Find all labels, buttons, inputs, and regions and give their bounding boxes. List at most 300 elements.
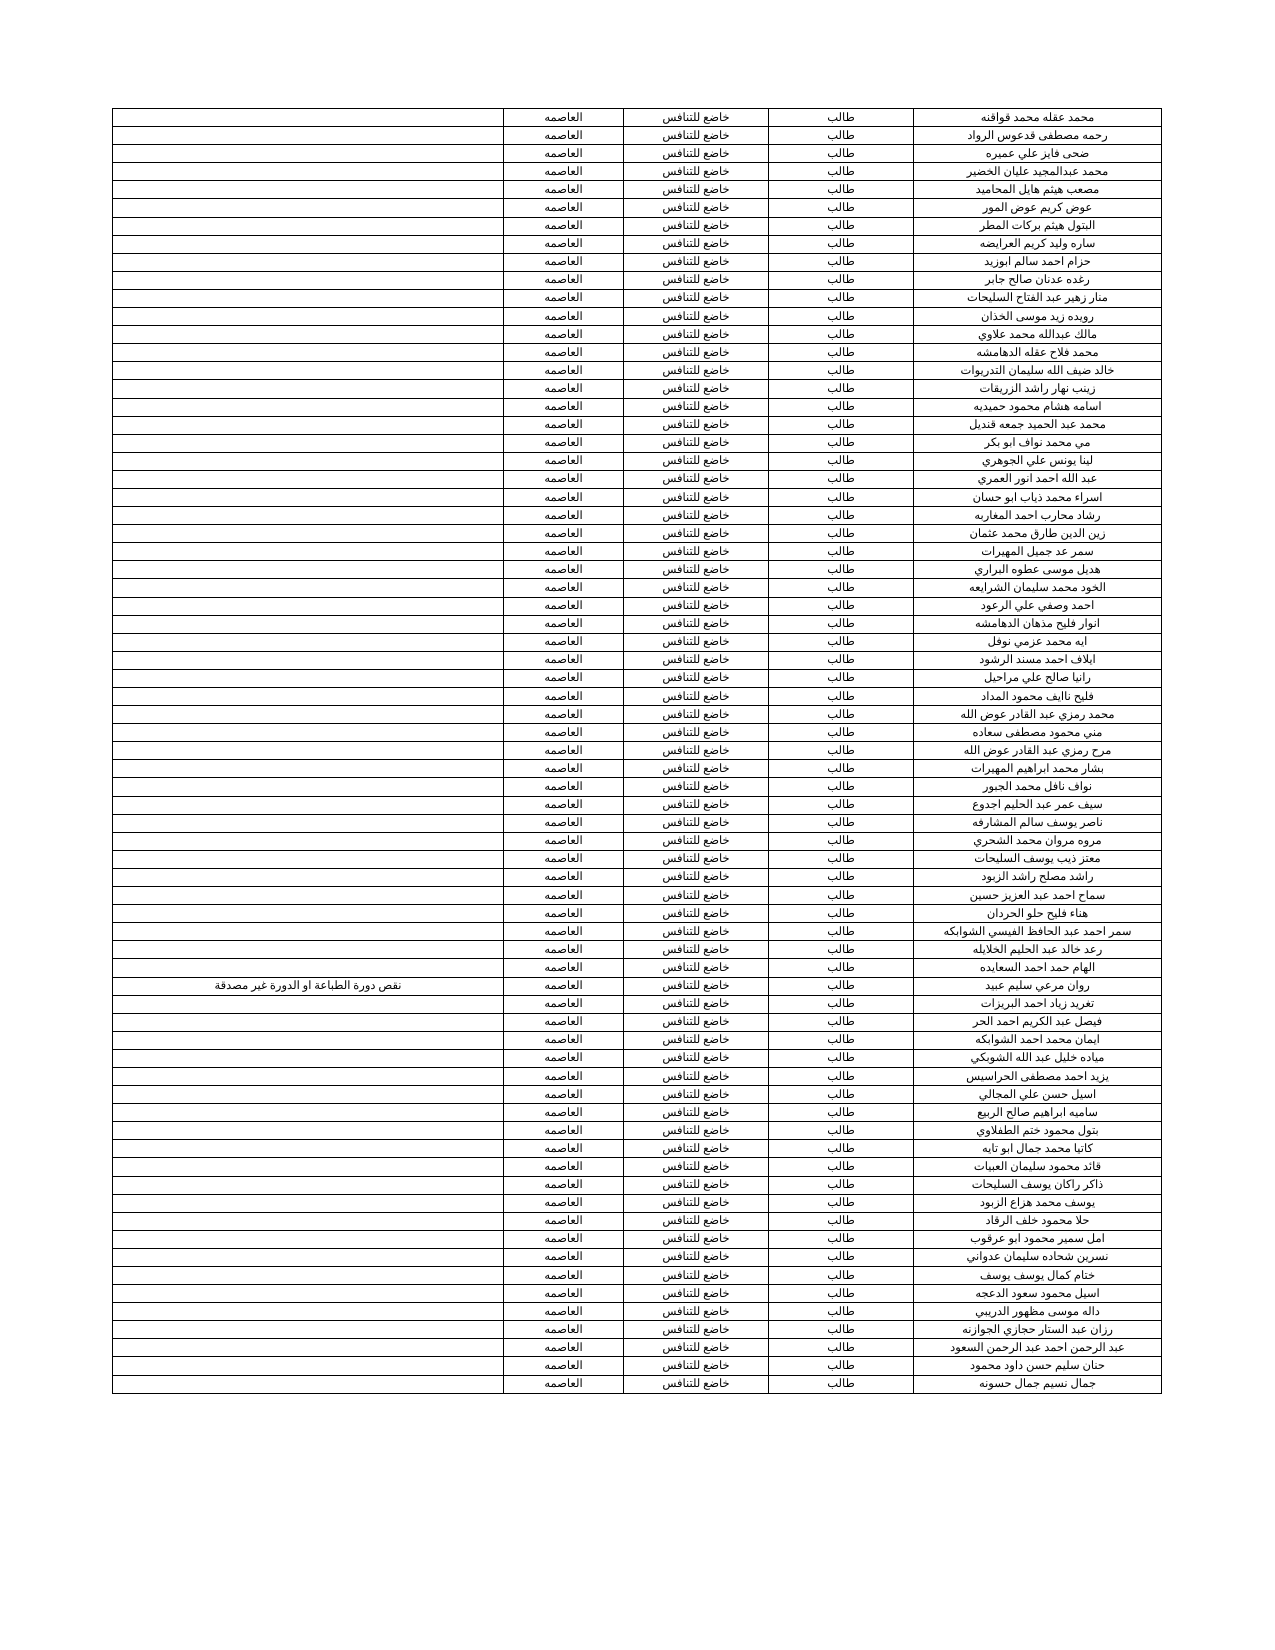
cell-name: احمد وصفي علي الرعود [914, 597, 1162, 615]
cell-status: طالب [769, 706, 914, 724]
table-row [113, 796, 1162, 814]
cell-governorate: العاصمه [504, 1104, 624, 1122]
cell-name: نسرين شحاده سليمان عدواني [914, 1248, 1162, 1266]
cell-governorate: العاصمه [504, 1194, 624, 1212]
cell-governorate: العاصمه [504, 1049, 624, 1067]
cell-status: طالب [769, 941, 914, 959]
cell-governorate: العاصمه [504, 887, 624, 905]
cell-name: محمد عقله محمد قواقنه [914, 109, 1162, 127]
cell-competition: خاضع للتنافس [624, 289, 769, 307]
cell-competition: خاضع للتنافس [624, 1140, 769, 1158]
cell-governorate: العاصمه [504, 706, 624, 724]
cell-notes [113, 452, 504, 470]
cell-notes [113, 253, 504, 271]
cell-status: طالب [769, 1122, 914, 1140]
cell-notes [113, 669, 504, 687]
table-row [113, 1267, 1162, 1285]
table-row [113, 887, 1162, 905]
cell-status: طالب [769, 362, 914, 380]
table-row [113, 1013, 1162, 1031]
cell-governorate: العاصمه [504, 488, 624, 506]
cell-name: جمال نسيم جمال حسونه [914, 1375, 1162, 1393]
cell-competition: خاضع للتنافس [624, 452, 769, 470]
table-row [113, 181, 1162, 199]
cell-name: حنان سليم حسن داود محمود [914, 1357, 1162, 1375]
cell-competition: خاضع للتنافس [624, 941, 769, 959]
cell-status: طالب [769, 1140, 914, 1158]
cell-name: عبد الرحمن احمد عبد الرحمن السعود [914, 1339, 1162, 1357]
table-row [113, 1285, 1162, 1303]
cell-governorate: العاصمه [504, 543, 624, 561]
cell-name: نواف نافل محمد الجبور [914, 778, 1162, 796]
cell-name: رعد خالد عبد الحليم الخلايله [914, 941, 1162, 959]
cell-competition: خاضع للتنافس [624, 362, 769, 380]
cell-notes [113, 488, 504, 506]
cell-governorate: العاصمه [504, 253, 624, 271]
cell-competition: خاضع للتنافس [624, 1375, 769, 1393]
cell-governorate: العاصمه [504, 235, 624, 253]
cell-governorate: العاصمه [504, 1122, 624, 1140]
table-row [113, 977, 1162, 995]
cell-status: طالب [769, 1230, 914, 1248]
cell-competition: خاضع للتنافس [624, 507, 769, 525]
cell-notes [113, 398, 504, 416]
cell-name: رويده زيد موسى الخذان [914, 308, 1162, 326]
cell-notes [113, 742, 504, 760]
cell-governorate: العاصمه [504, 923, 624, 941]
cell-name: رانيا صالح علي مراحيل [914, 669, 1162, 687]
table-row [113, 452, 1162, 470]
cell-name: رغده عدنان صالح جابر [914, 271, 1162, 289]
cell-competition: خاضع للتنافس [624, 163, 769, 181]
cell-notes [113, 525, 504, 543]
cell-status: طالب [769, 235, 914, 253]
cell-competition: خاضع للتنافس [624, 669, 769, 687]
table-row [113, 1321, 1162, 1339]
table-row [113, 923, 1162, 941]
cell-competition: خاضع للتنافس [624, 217, 769, 235]
cell-status: طالب [769, 1176, 914, 1194]
cell-name: اسيل حسن علي المجالي [914, 1086, 1162, 1104]
cell-notes [113, 145, 504, 163]
cell-competition: خاضع للتنافس [624, 344, 769, 362]
cell-governorate: العاصمه [504, 832, 624, 850]
cell-name: عبد الله احمد انور العمري [914, 470, 1162, 488]
cell-governorate: العاصمه [504, 525, 624, 543]
cell-status: طالب [769, 507, 914, 525]
cell-governorate: العاصمه [504, 1375, 624, 1393]
cell-competition: خاضع للتنافس [624, 1194, 769, 1212]
cell-governorate: العاصمه [504, 452, 624, 470]
cell-status: طالب [769, 253, 914, 271]
cell-notes [113, 760, 504, 778]
cell-competition: خاضع للتنافس [624, 1339, 769, 1357]
cell-competition: خاضع للتنافس [624, 1285, 769, 1303]
cell-competition: خاضع للتنافس [624, 398, 769, 416]
table-row [113, 380, 1162, 398]
cell-governorate: العاصمه [504, 289, 624, 307]
cell-notes [113, 1067, 504, 1085]
cell-name: فليح ناايف محمود المداد [914, 688, 1162, 706]
cell-competition: خاضع للتنافس [624, 706, 769, 724]
cell-notes [113, 109, 504, 127]
cell-name: امل سمير محمود ابو عرقوب [914, 1230, 1162, 1248]
cell-status: طالب [769, 1049, 914, 1067]
cell-notes [113, 217, 504, 235]
cell-status: طالب [769, 669, 914, 687]
table-row [113, 814, 1162, 832]
cell-notes [113, 1375, 504, 1393]
table-row [113, 959, 1162, 977]
cell-name: رزان عبد الستار حجازي الجوازنه [914, 1321, 1162, 1339]
cell-notes [113, 1339, 504, 1357]
cell-notes [113, 832, 504, 850]
cell-notes [113, 1158, 504, 1176]
cell-status: طالب [769, 1303, 914, 1321]
cell-governorate: العاصمه [504, 814, 624, 832]
table-row [113, 724, 1162, 742]
cell-notes [113, 326, 504, 344]
cell-name: مالك عبدالله محمد علاوي [914, 326, 1162, 344]
cell-status: طالب [769, 1013, 914, 1031]
cell-name: حلا محمود خلف الرقاد [914, 1212, 1162, 1230]
cell-status: طالب [769, 470, 914, 488]
cell-name: محمد رمزي عبد القادر عوض الله [914, 706, 1162, 724]
cell-governorate: العاصمه [504, 470, 624, 488]
cell-governorate: العاصمه [504, 145, 624, 163]
cell-name: تغريد زياد احمد البريزات [914, 995, 1162, 1013]
table-row [113, 832, 1162, 850]
cell-name: كاتيا محمد جمال ابو تايه [914, 1140, 1162, 1158]
cell-notes [113, 597, 504, 615]
cell-status: طالب [769, 796, 914, 814]
cell-governorate: العاصمه [504, 597, 624, 615]
cell-name: انوار فليح مذهان الدهامشه [914, 615, 1162, 633]
cell-status: طالب [769, 434, 914, 452]
cell-governorate: العاصمه [504, 163, 624, 181]
cell-notes [113, 1031, 504, 1049]
cell-notes [113, 633, 504, 651]
cell-governorate: العاصمه [504, 326, 624, 344]
cell-notes [113, 651, 504, 669]
table-row [113, 1122, 1162, 1140]
table-row [113, 1140, 1162, 1158]
cell-competition: خاضع للتنافس [624, 199, 769, 217]
cell-status: طالب [769, 271, 914, 289]
cell-status: طالب [769, 127, 914, 145]
cell-status: طالب [769, 163, 914, 181]
cell-status: طالب [769, 832, 914, 850]
cell-name: ناصر يوسف سالم المشارفه [914, 814, 1162, 832]
cell-name: الخود محمد سليمان الشرايعه [914, 579, 1162, 597]
cell-status: طالب [769, 1158, 914, 1176]
cell-governorate: العاصمه [504, 1357, 624, 1375]
cell-competition: خاضع للتنافس [624, 977, 769, 995]
cell-notes [113, 416, 504, 434]
cell-notes [113, 814, 504, 832]
table-row [113, 289, 1162, 307]
table-row [113, 163, 1162, 181]
table-row [113, 579, 1162, 597]
cell-status: طالب [769, 525, 914, 543]
cell-notes [113, 235, 504, 253]
cell-governorate: العاصمه [504, 507, 624, 525]
cell-name: فيصل عبد الكريم احمد الحر [914, 1013, 1162, 1031]
cell-status: طالب [769, 199, 914, 217]
cell-notes [113, 362, 504, 380]
table-row [113, 398, 1162, 416]
cell-status: طالب [769, 1194, 914, 1212]
cell-notes [113, 1248, 504, 1266]
cell-notes [113, 1303, 504, 1321]
cell-status: طالب [769, 760, 914, 778]
table-row [113, 1357, 1162, 1375]
cell-name: خالد ضيف الله سليمان التدريوات [914, 362, 1162, 380]
cell-status: طالب [769, 1067, 914, 1085]
cell-governorate: العاصمه [504, 1013, 624, 1031]
table-row [113, 688, 1162, 706]
cell-governorate: العاصمه [504, 1339, 624, 1357]
cell-competition: خاضع للتنافس [624, 724, 769, 742]
table-row [113, 669, 1162, 687]
cell-notes [113, 1176, 504, 1194]
table-row [113, 127, 1162, 145]
cell-notes [113, 308, 504, 326]
cell-notes [113, 271, 504, 289]
table-row [113, 633, 1162, 651]
cell-name: ساره وليد كريم العرايضه [914, 235, 1162, 253]
cell-competition: خاضع للتنافس [624, 1086, 769, 1104]
cell-status: طالب [769, 1248, 914, 1266]
cell-governorate: العاصمه [504, 850, 624, 868]
cell-competition: خاضع للتنافس [624, 905, 769, 923]
table-row [113, 1031, 1162, 1049]
cell-notes: نقص دورة الطباعة او الدورة غير مصدقة [113, 977, 504, 995]
cell-status: طالب [769, 1321, 914, 1339]
cell-status: طالب [769, 289, 914, 307]
cell-competition: خاضع للتنافس [624, 253, 769, 271]
applicants-table-body [113, 109, 1162, 1394]
cell-name: محمد عبدالمجيد عليان الخضير [914, 163, 1162, 181]
table-row [113, 1104, 1162, 1122]
cell-competition: خاضع للتنافس [624, 488, 769, 506]
cell-governorate: العاصمه [504, 977, 624, 995]
cell-competition: خاضع للتنافس [624, 434, 769, 452]
cell-competition: خاضع للتنافس [624, 109, 769, 127]
table-row [113, 760, 1162, 778]
cell-name: ضحى فايز علي عميره [914, 145, 1162, 163]
cell-governorate: العاصمه [504, 1176, 624, 1194]
cell-name: زين الدين طارق محمد عثمان [914, 525, 1162, 543]
cell-status: طالب [769, 181, 914, 199]
cell-notes [113, 615, 504, 633]
cell-status: طالب [769, 344, 914, 362]
cell-status: طالب [769, 1285, 914, 1303]
cell-name: اسيل محمود سعود الدعجه [914, 1285, 1162, 1303]
cell-name: البتول هيثم بركات المطر [914, 217, 1162, 235]
table-row [113, 905, 1162, 923]
table-row [113, 217, 1162, 235]
cell-competition: خاضع للتنافس [624, 923, 769, 941]
table-row [113, 1158, 1162, 1176]
table-row [113, 308, 1162, 326]
cell-competition: خاضع للتنافس [624, 1104, 769, 1122]
cell-name: ايلاف احمد مسند الرشود [914, 651, 1162, 669]
cell-competition: خاضع للتنافس [624, 1267, 769, 1285]
cell-governorate: العاصمه [504, 271, 624, 289]
cell-name: زينب نهار راشد الزريقات [914, 380, 1162, 398]
cell-notes [113, 868, 504, 886]
cell-status: طالب [769, 1357, 914, 1375]
cell-status: طالب [769, 579, 914, 597]
cell-governorate: العاصمه [504, 1285, 624, 1303]
cell-name: عوض كريم عوض المور [914, 199, 1162, 217]
table-row [113, 525, 1162, 543]
cell-status: طالب [769, 488, 914, 506]
cell-name: راشد مصلح راشد الزبود [914, 868, 1162, 886]
cell-status: طالب [769, 688, 914, 706]
cell-status: طالب [769, 995, 914, 1013]
cell-notes [113, 344, 504, 362]
cell-name: حزام احمد سالم ابوزيد [914, 253, 1162, 271]
cell-status: طالب [769, 109, 914, 127]
cell-governorate: العاصمه [504, 109, 624, 127]
cell-governorate: العاصمه [504, 905, 624, 923]
cell-name: يزيد احمد مصطفى الحراسيس [914, 1067, 1162, 1085]
cell-governorate: العاصمه [504, 959, 624, 977]
cell-status: طالب [769, 561, 914, 579]
cell-notes [113, 1140, 504, 1158]
cell-competition: خاضع للتنافس [624, 1321, 769, 1339]
table-row [113, 109, 1162, 127]
cell-competition: خاضع للتنافس [624, 868, 769, 886]
cell-notes [113, 796, 504, 814]
cell-name: سمر احمد عبد الحافظ الفيسي الشوابكه [914, 923, 1162, 941]
cell-name: الهام حمد احمد السعايده [914, 959, 1162, 977]
cell-competition: خاضع للتنافس [624, 1122, 769, 1140]
cell-name: معتز ذيب يوسف السليحات [914, 850, 1162, 868]
cell-notes [113, 959, 504, 977]
cell-status: طالب [769, 651, 914, 669]
cell-competition: خاضع للتنافس [624, 1248, 769, 1266]
cell-competition: خاضع للتنافس [624, 760, 769, 778]
cell-status: طالب [769, 398, 914, 416]
cell-notes [113, 1086, 504, 1104]
cell-competition: خاضع للتنافس [624, 271, 769, 289]
cell-status: طالب [769, 977, 914, 995]
cell-name: مصعب هيثم هايل المحاميد [914, 181, 1162, 199]
cell-governorate: العاصمه [504, 579, 624, 597]
table-row [113, 488, 1162, 506]
cell-name: مياده خليل عبد الله الشوبكي [914, 1049, 1162, 1067]
cell-status: طالب [769, 633, 914, 651]
cell-governorate: العاصمه [504, 724, 624, 742]
cell-governorate: العاصمه [504, 217, 624, 235]
cell-competition: خاضع للتنافس [624, 579, 769, 597]
cell-name: اسراء محمد ذياب ابو حسان [914, 488, 1162, 506]
cell-competition: خاضع للتنافس [624, 145, 769, 163]
cell-name: سمر عد جميل المهيرات [914, 543, 1162, 561]
table-row [113, 742, 1162, 760]
table-row [113, 1067, 1162, 1085]
table-row [113, 1375, 1162, 1393]
table-row [113, 1086, 1162, 1104]
table-row [113, 1212, 1162, 1230]
cell-competition: خاضع للتنافس [624, 1303, 769, 1321]
cell-status: طالب [769, 1375, 914, 1393]
cell-governorate: العاصمه [504, 344, 624, 362]
cell-name: يوسف محمد هزاع الزبود [914, 1194, 1162, 1212]
cell-competition: خاضع للتنافس [624, 796, 769, 814]
cell-status: طالب [769, 778, 914, 796]
table-row [113, 271, 1162, 289]
cell-name: سيف عمر عبد الحليم اجدوع [914, 796, 1162, 814]
cell-notes [113, 380, 504, 398]
cell-competition: خاضع للتنافس [624, 308, 769, 326]
cell-notes [113, 850, 504, 868]
cell-notes [113, 181, 504, 199]
cell-governorate: العاصمه [504, 778, 624, 796]
cell-competition: خاضع للتنافس [624, 850, 769, 868]
cell-governorate: العاصمه [504, 760, 624, 778]
cell-notes [113, 127, 504, 145]
cell-name: روان مرعي سليم عبيد [914, 977, 1162, 995]
cell-competition: خاضع للتنافس [624, 561, 769, 579]
cell-competition: خاضع للتنافس [624, 1049, 769, 1067]
cell-governorate: العاصمه [504, 651, 624, 669]
cell-notes [113, 1285, 504, 1303]
cell-competition: خاضع للتنافس [624, 1013, 769, 1031]
cell-governorate: العاصمه [504, 1303, 624, 1321]
cell-competition: خاضع للتنافس [624, 814, 769, 832]
cell-name: داله موسى مظهور الدريبي [914, 1303, 1162, 1321]
cell-notes [113, 1357, 504, 1375]
table-row [113, 1176, 1162, 1194]
cell-status: طالب [769, 326, 914, 344]
cell-notes [113, 1013, 504, 1031]
table-row [113, 561, 1162, 579]
cell-status: طالب [769, 615, 914, 633]
cell-name: مي محمد نواف ابو بكر [914, 434, 1162, 452]
cell-competition: خاضع للتنافس [624, 651, 769, 669]
cell-notes [113, 1104, 504, 1122]
table-row [113, 1248, 1162, 1266]
cell-name: مروه مروان محمد الشحري [914, 832, 1162, 850]
cell-name: ايه محمد عزمي نوفل [914, 633, 1162, 651]
cell-governorate: العاصمه [504, 669, 624, 687]
cell-name: ذاكر راكان يوسف السليحات [914, 1176, 1162, 1194]
table-row [113, 470, 1162, 488]
table-row [113, 778, 1162, 796]
cell-competition: خاضع للتنافس [624, 688, 769, 706]
cell-name: قائد محمود سليمان العبيات [914, 1158, 1162, 1176]
table-row [113, 651, 1162, 669]
cell-competition: خاضع للتنافس [624, 615, 769, 633]
cell-governorate: العاصمه [504, 1158, 624, 1176]
cell-governorate: العاصمه [504, 941, 624, 959]
cell-status: طالب [769, 923, 914, 941]
cell-competition: خاضع للتنافس [624, 380, 769, 398]
table-row [113, 362, 1162, 380]
cell-status: طالب [769, 905, 914, 923]
cell-competition: خاضع للتنافس [624, 959, 769, 977]
table-row [113, 326, 1162, 344]
cell-name: رحمه مصطفى قدعوس الرواد [914, 127, 1162, 145]
cell-governorate: العاصمه [504, 416, 624, 434]
table-row [113, 416, 1162, 434]
cell-governorate: العاصمه [504, 398, 624, 416]
cell-governorate: العاصمه [504, 868, 624, 886]
